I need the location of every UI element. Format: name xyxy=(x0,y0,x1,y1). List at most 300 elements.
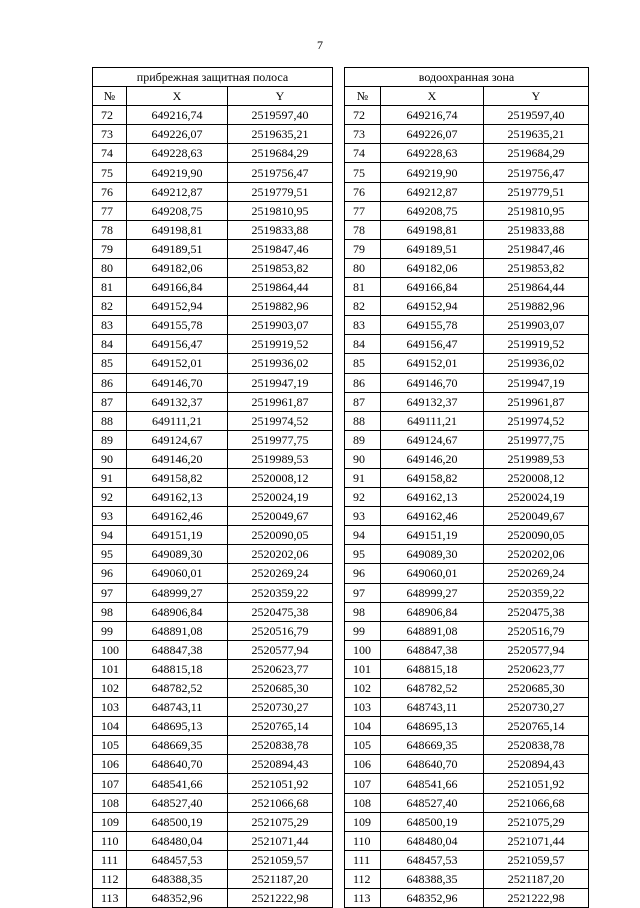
x-coordinate-cell: 648999,27 xyxy=(127,583,228,602)
y-coordinate-cell: 2520685,30 xyxy=(228,679,333,698)
y-coordinate-cell: 2520765,14 xyxy=(228,717,333,736)
y-coordinate-cell: 2520475,38 xyxy=(228,602,333,621)
table-row xyxy=(345,545,589,564)
table-row xyxy=(345,335,589,354)
x-coordinate-cell: 649219,90 xyxy=(127,163,228,182)
point-number-cell: 96 xyxy=(93,564,127,583)
y-coordinate-cell: 2521066,68 xyxy=(484,793,589,812)
y-coordinate-cell: 2519947,19 xyxy=(484,373,589,392)
point-number-cell: 93 xyxy=(345,507,381,526)
point-number-cell: 113 xyxy=(93,889,127,908)
y-coordinate-cell: 2520269,24 xyxy=(484,564,589,583)
x-coordinate-cell: 649155,78 xyxy=(127,316,228,335)
x-coordinate-cell: 649189,51 xyxy=(127,239,228,258)
x-coordinate-cell: 649060,01 xyxy=(381,564,484,583)
x-coordinate-cell: 648457,53 xyxy=(381,850,484,869)
x-coordinate-cell: 649146,20 xyxy=(127,449,228,468)
x-coordinate-cell: 649146,70 xyxy=(381,373,484,392)
x-coordinate-cell: 648847,38 xyxy=(127,640,228,659)
table-row xyxy=(345,297,589,316)
point-number-cell: 102 xyxy=(93,679,127,698)
table-row xyxy=(93,316,333,335)
y-coordinate-cell: 2519977,75 xyxy=(228,430,333,449)
y-coordinate-cell: 2519597,40 xyxy=(228,106,333,125)
table-row xyxy=(93,392,333,411)
point-number-cell: 79 xyxy=(345,239,381,258)
table-row xyxy=(93,335,333,354)
x-coordinate-cell: 649162,46 xyxy=(381,507,484,526)
point-number-cell: 100 xyxy=(345,640,381,659)
table-row xyxy=(345,507,589,526)
y-coordinate-cell: 2520838,78 xyxy=(228,736,333,755)
x-coordinate-cell: 648640,70 xyxy=(127,755,228,774)
point-number-cell: 72 xyxy=(93,106,127,125)
point-number-cell: 110 xyxy=(345,831,381,850)
table-row xyxy=(93,144,333,163)
table-row xyxy=(93,659,333,678)
point-number-cell: 96 xyxy=(345,564,381,583)
x-coordinate-cell: 648388,35 xyxy=(127,869,228,888)
table-row xyxy=(93,640,333,659)
point-number-cell: 82 xyxy=(93,297,127,316)
y-coordinate-cell: 2519961,87 xyxy=(228,392,333,411)
point-number-cell: 94 xyxy=(93,526,127,545)
x-coordinate-cell: 648500,19 xyxy=(127,812,228,831)
y-coordinate-cell: 2520008,12 xyxy=(228,468,333,487)
point-number-cell: 90 xyxy=(93,449,127,468)
table-row xyxy=(345,258,589,277)
y-coordinate-cell: 2520894,43 xyxy=(484,755,589,774)
x-coordinate-cell: 649212,87 xyxy=(127,182,228,201)
table-row xyxy=(93,869,333,888)
x-coordinate-cell: 649089,30 xyxy=(127,545,228,564)
x-coordinate-cell: 648891,08 xyxy=(381,621,484,640)
x-coordinate-cell: 648541,66 xyxy=(127,774,228,793)
y-coordinate-cell: 2519833,88 xyxy=(228,220,333,239)
point-number-cell: 101 xyxy=(345,659,381,678)
point-number-cell: 112 xyxy=(93,869,127,888)
x-coordinate-cell: 648847,38 xyxy=(381,640,484,659)
table-row xyxy=(345,583,589,602)
x-coordinate-cell: 649156,47 xyxy=(127,335,228,354)
table-row xyxy=(345,698,589,717)
point-number-cell: 111 xyxy=(345,850,381,869)
table-row xyxy=(93,850,333,869)
x-coordinate-cell: 649198,81 xyxy=(127,220,228,239)
point-number-cell: 112 xyxy=(345,869,381,888)
x-coordinate-cell: 648782,52 xyxy=(381,679,484,698)
point-number-cell: 95 xyxy=(345,545,381,564)
point-number-cell: 73 xyxy=(345,125,381,144)
point-number-cell: 110 xyxy=(93,831,127,850)
y-coordinate-cell: 2521071,44 xyxy=(484,831,589,850)
table-row xyxy=(345,488,589,507)
column-header-y: Y xyxy=(228,87,333,106)
table-row xyxy=(345,106,589,125)
y-coordinate-cell: 2519989,53 xyxy=(484,449,589,468)
x-coordinate-cell: 648527,40 xyxy=(127,793,228,812)
point-number-cell: 83 xyxy=(93,316,127,335)
point-number-cell: 88 xyxy=(345,411,381,430)
table-row xyxy=(345,640,589,659)
x-coordinate-cell: 648388,35 xyxy=(381,869,484,888)
table-row xyxy=(93,201,333,220)
table-row xyxy=(93,526,333,545)
y-coordinate-cell: 2519977,75 xyxy=(484,430,589,449)
y-coordinate-cell: 2521051,92 xyxy=(228,774,333,793)
x-coordinate-cell: 649152,94 xyxy=(381,297,484,316)
table-row xyxy=(93,373,333,392)
table-row xyxy=(93,297,333,316)
table-row xyxy=(93,679,333,698)
y-coordinate-cell: 2520202,06 xyxy=(228,545,333,564)
table-row xyxy=(93,106,333,125)
column-header-number: № xyxy=(345,87,381,106)
y-coordinate-cell: 2520623,77 xyxy=(228,659,333,678)
table-row xyxy=(93,239,333,258)
x-coordinate-cell: 649182,06 xyxy=(381,258,484,277)
point-number-cell: 103 xyxy=(345,698,381,717)
x-coordinate-cell: 649228,63 xyxy=(127,144,228,163)
y-coordinate-cell: 2519989,53 xyxy=(228,449,333,468)
x-coordinate-cell: 649060,01 xyxy=(127,564,228,583)
x-coordinate-cell: 648782,52 xyxy=(127,679,228,698)
x-coordinate-cell: 649158,82 xyxy=(381,468,484,487)
x-coordinate-cell: 648906,84 xyxy=(381,602,484,621)
point-number-cell: 75 xyxy=(93,163,127,182)
x-coordinate-cell: 649162,13 xyxy=(381,488,484,507)
point-number-cell: 76 xyxy=(345,182,381,201)
y-coordinate-cell: 2521075,29 xyxy=(228,812,333,831)
table-row xyxy=(93,411,333,430)
table-row xyxy=(93,755,333,774)
point-number-cell: 73 xyxy=(93,125,127,144)
table-row xyxy=(345,354,589,373)
table-row xyxy=(345,659,589,678)
table-row xyxy=(345,564,589,583)
point-number-cell: 86 xyxy=(93,373,127,392)
x-coordinate-cell: 649216,74 xyxy=(127,106,228,125)
x-coordinate-cell: 648500,19 xyxy=(381,812,484,831)
point-number-cell: 105 xyxy=(345,736,381,755)
x-coordinate-cell: 649226,07 xyxy=(127,125,228,144)
y-coordinate-cell: 2519810,95 xyxy=(484,201,589,220)
table-row xyxy=(93,220,333,239)
table-title: водоохранная зона xyxy=(345,68,589,87)
y-coordinate-cell: 2520730,27 xyxy=(228,698,333,717)
table-row xyxy=(93,354,333,373)
x-coordinate-cell: 648480,04 xyxy=(127,831,228,850)
table-row xyxy=(345,239,589,258)
x-coordinate-cell: 649089,30 xyxy=(381,545,484,564)
point-number-cell: 81 xyxy=(345,278,381,297)
x-coordinate-cell: 648541,66 xyxy=(381,774,484,793)
x-coordinate-cell: 649228,63 xyxy=(381,144,484,163)
point-number-cell: 93 xyxy=(93,507,127,526)
point-number-cell: 95 xyxy=(93,545,127,564)
point-number-cell: 89 xyxy=(345,430,381,449)
x-coordinate-cell: 649208,75 xyxy=(381,201,484,220)
y-coordinate-cell: 2519847,46 xyxy=(228,239,333,258)
table-row xyxy=(345,392,589,411)
x-coordinate-cell: 649219,90 xyxy=(381,163,484,182)
point-number-cell: 109 xyxy=(345,812,381,831)
point-number-cell: 83 xyxy=(345,316,381,335)
table-row xyxy=(345,602,589,621)
x-coordinate-cell: 649151,19 xyxy=(381,526,484,545)
y-coordinate-cell: 2519810,95 xyxy=(228,201,333,220)
table-row xyxy=(93,488,333,507)
x-coordinate-cell: 648480,04 xyxy=(381,831,484,850)
table-row xyxy=(93,468,333,487)
y-coordinate-cell: 2521075,29 xyxy=(484,812,589,831)
point-number-cell: 79 xyxy=(93,239,127,258)
point-number-cell: 85 xyxy=(93,354,127,373)
x-coordinate-cell: 649151,19 xyxy=(127,526,228,545)
x-coordinate-cell: 649132,37 xyxy=(381,392,484,411)
point-number-cell: 99 xyxy=(345,621,381,640)
y-coordinate-cell: 2520024,19 xyxy=(228,488,333,507)
point-number-cell: 81 xyxy=(93,278,127,297)
point-number-cell: 98 xyxy=(345,602,381,621)
y-coordinate-cell: 2519903,07 xyxy=(228,316,333,335)
table-row xyxy=(93,545,333,564)
table-row xyxy=(93,564,333,583)
x-coordinate-cell: 649124,67 xyxy=(381,430,484,449)
point-number-cell: 87 xyxy=(93,392,127,411)
point-number-cell: 107 xyxy=(93,774,127,793)
y-coordinate-cell: 2519882,96 xyxy=(484,297,589,316)
y-coordinate-cell: 2519756,47 xyxy=(484,163,589,182)
point-number-cell: 87 xyxy=(345,392,381,411)
table-row xyxy=(93,278,333,297)
y-coordinate-cell: 2519903,07 xyxy=(484,316,589,335)
table-row xyxy=(345,621,589,640)
table-row xyxy=(345,774,589,793)
y-coordinate-cell: 2520049,67 xyxy=(228,507,333,526)
point-number-cell: 84 xyxy=(93,335,127,354)
y-coordinate-cell: 2519684,29 xyxy=(484,144,589,163)
point-number-cell: 102 xyxy=(345,679,381,698)
y-coordinate-cell: 2521051,92 xyxy=(484,774,589,793)
table-row xyxy=(345,163,589,182)
table-row xyxy=(93,621,333,640)
x-coordinate-cell: 649162,13 xyxy=(127,488,228,507)
table-row xyxy=(93,717,333,736)
y-coordinate-cell: 2521222,98 xyxy=(228,889,333,908)
x-coordinate-cell: 649146,20 xyxy=(381,449,484,468)
table-row xyxy=(93,258,333,277)
point-number-cell: 92 xyxy=(93,488,127,507)
table-row xyxy=(345,411,589,430)
point-number-cell: 91 xyxy=(93,468,127,487)
table-row xyxy=(345,526,589,545)
point-number-cell: 80 xyxy=(345,258,381,277)
x-coordinate-cell: 648352,96 xyxy=(127,889,228,908)
y-coordinate-cell: 2519756,47 xyxy=(228,163,333,182)
table-row xyxy=(93,430,333,449)
x-coordinate-cell: 648695,13 xyxy=(381,717,484,736)
table-row xyxy=(345,793,589,812)
y-coordinate-cell: 2521071,44 xyxy=(228,831,333,850)
x-coordinate-cell: 649132,37 xyxy=(127,392,228,411)
table-row xyxy=(93,774,333,793)
x-coordinate-cell: 649216,74 xyxy=(381,106,484,125)
y-coordinate-cell: 2519936,02 xyxy=(484,354,589,373)
x-coordinate-cell: 648891,08 xyxy=(127,621,228,640)
point-number-cell: 90 xyxy=(345,449,381,468)
point-number-cell: 92 xyxy=(345,488,381,507)
y-coordinate-cell: 2520090,05 xyxy=(228,526,333,545)
table-row xyxy=(345,468,589,487)
y-coordinate-cell: 2519779,51 xyxy=(228,182,333,201)
table-row xyxy=(345,182,589,201)
table-row xyxy=(345,449,589,468)
table-row xyxy=(345,278,589,297)
y-coordinate-cell: 2519919,52 xyxy=(228,335,333,354)
point-number-cell: 107 xyxy=(345,774,381,793)
point-number-cell: 88 xyxy=(93,411,127,430)
y-coordinate-cell: 2519684,29 xyxy=(228,144,333,163)
y-coordinate-cell: 2519635,21 xyxy=(228,125,333,144)
x-coordinate-cell: 649208,75 xyxy=(127,201,228,220)
table-row xyxy=(345,850,589,869)
table-row xyxy=(345,869,589,888)
x-coordinate-cell: 649152,01 xyxy=(381,354,484,373)
x-coordinate-cell: 648352,96 xyxy=(381,889,484,908)
y-coordinate-cell: 2519853,82 xyxy=(484,258,589,277)
coastal-protection-strip-table xyxy=(92,67,333,908)
table-row xyxy=(345,220,589,239)
point-number-cell: 106 xyxy=(345,755,381,774)
y-coordinate-cell: 2520516,79 xyxy=(484,621,589,640)
y-coordinate-cell: 2521187,20 xyxy=(484,869,589,888)
table-row xyxy=(93,698,333,717)
point-number-cell: 101 xyxy=(93,659,127,678)
y-coordinate-cell: 2521187,20 xyxy=(228,869,333,888)
point-number-cell: 113 xyxy=(345,889,381,908)
y-coordinate-cell: 2520685,30 xyxy=(484,679,589,698)
table-row xyxy=(93,831,333,850)
point-number-cell: 100 xyxy=(93,640,127,659)
table-row xyxy=(93,793,333,812)
table-row xyxy=(345,144,589,163)
point-number-cell: 91 xyxy=(345,468,381,487)
point-number-cell: 86 xyxy=(345,373,381,392)
point-number-cell: 97 xyxy=(345,583,381,602)
y-coordinate-cell: 2519961,87 xyxy=(484,392,589,411)
point-number-cell: 99 xyxy=(93,621,127,640)
y-coordinate-cell: 2520765,14 xyxy=(484,717,589,736)
x-coordinate-cell: 649226,07 xyxy=(381,125,484,144)
point-number-cell: 94 xyxy=(345,526,381,545)
table-row xyxy=(93,507,333,526)
table-title: прибрежная защитная полоса xyxy=(93,68,333,87)
y-coordinate-cell: 2520730,27 xyxy=(484,698,589,717)
x-coordinate-cell: 649111,21 xyxy=(127,411,228,430)
point-number-cell: 85 xyxy=(345,354,381,373)
y-coordinate-cell: 2520359,22 xyxy=(484,583,589,602)
point-number-cell: 109 xyxy=(93,812,127,831)
table-row xyxy=(345,373,589,392)
page-number: 7 xyxy=(317,38,323,52)
y-coordinate-cell: 2519864,44 xyxy=(228,278,333,297)
y-coordinate-cell: 2521066,68 xyxy=(228,793,333,812)
y-coordinate-cell: 2520049,67 xyxy=(484,507,589,526)
point-number-cell: 103 xyxy=(93,698,127,717)
x-coordinate-cell: 648815,18 xyxy=(127,659,228,678)
y-coordinate-cell: 2520623,77 xyxy=(484,659,589,678)
point-number-cell: 105 xyxy=(93,736,127,755)
x-coordinate-cell: 648743,11 xyxy=(381,698,484,717)
point-number-cell: 75 xyxy=(345,163,381,182)
x-coordinate-cell: 648527,40 xyxy=(381,793,484,812)
x-coordinate-cell: 649146,70 xyxy=(127,373,228,392)
table-row xyxy=(345,430,589,449)
x-coordinate-cell: 649189,51 xyxy=(381,239,484,258)
y-coordinate-cell: 2520359,22 xyxy=(228,583,333,602)
point-number-cell: 97 xyxy=(93,583,127,602)
table-row xyxy=(345,831,589,850)
point-number-cell: 104 xyxy=(345,717,381,736)
point-number-cell: 111 xyxy=(93,850,127,869)
y-coordinate-cell: 2521059,57 xyxy=(228,850,333,869)
table-row xyxy=(93,736,333,755)
y-coordinate-cell: 2519779,51 xyxy=(484,182,589,201)
column-header-number: № xyxy=(93,87,127,106)
x-coordinate-cell: 648669,35 xyxy=(381,736,484,755)
y-coordinate-cell: 2519864,44 xyxy=(484,278,589,297)
y-coordinate-cell: 2520024,19 xyxy=(484,488,589,507)
point-number-cell: 77 xyxy=(93,201,127,220)
x-coordinate-cell: 648695,13 xyxy=(127,717,228,736)
x-coordinate-cell: 649158,82 xyxy=(127,468,228,487)
table-row xyxy=(345,125,589,144)
y-coordinate-cell: 2519947,19 xyxy=(228,373,333,392)
x-coordinate-cell: 648815,18 xyxy=(381,659,484,678)
x-coordinate-cell: 649166,84 xyxy=(127,278,228,297)
point-number-cell: 74 xyxy=(93,144,127,163)
point-number-cell: 106 xyxy=(93,755,127,774)
x-coordinate-cell: 649182,06 xyxy=(127,258,228,277)
y-coordinate-cell: 2519882,96 xyxy=(228,297,333,316)
y-coordinate-cell: 2519974,52 xyxy=(484,411,589,430)
table-row xyxy=(93,163,333,182)
point-number-cell: 89 xyxy=(93,430,127,449)
x-coordinate-cell: 649111,21 xyxy=(381,411,484,430)
x-coordinate-cell: 649162,46 xyxy=(127,507,228,526)
x-coordinate-cell: 649212,87 xyxy=(381,182,484,201)
table-row xyxy=(345,736,589,755)
column-header-x: X xyxy=(127,87,228,106)
x-coordinate-cell: 649155,78 xyxy=(381,316,484,335)
point-number-cell: 74 xyxy=(345,144,381,163)
y-coordinate-cell: 2519936,02 xyxy=(228,354,333,373)
table-row xyxy=(93,602,333,621)
x-coordinate-cell: 649166,84 xyxy=(381,278,484,297)
point-number-cell: 84 xyxy=(345,335,381,354)
table-row xyxy=(93,449,333,468)
x-coordinate-cell: 649198,81 xyxy=(381,220,484,239)
column-header-x: X xyxy=(381,87,484,106)
y-coordinate-cell: 2521059,57 xyxy=(484,850,589,869)
y-coordinate-cell: 2519833,88 xyxy=(484,220,589,239)
y-coordinate-cell: 2519635,21 xyxy=(484,125,589,144)
table-row xyxy=(345,717,589,736)
table-row xyxy=(345,316,589,335)
x-coordinate-cell: 649152,94 xyxy=(127,297,228,316)
x-coordinate-cell: 649124,67 xyxy=(127,430,228,449)
